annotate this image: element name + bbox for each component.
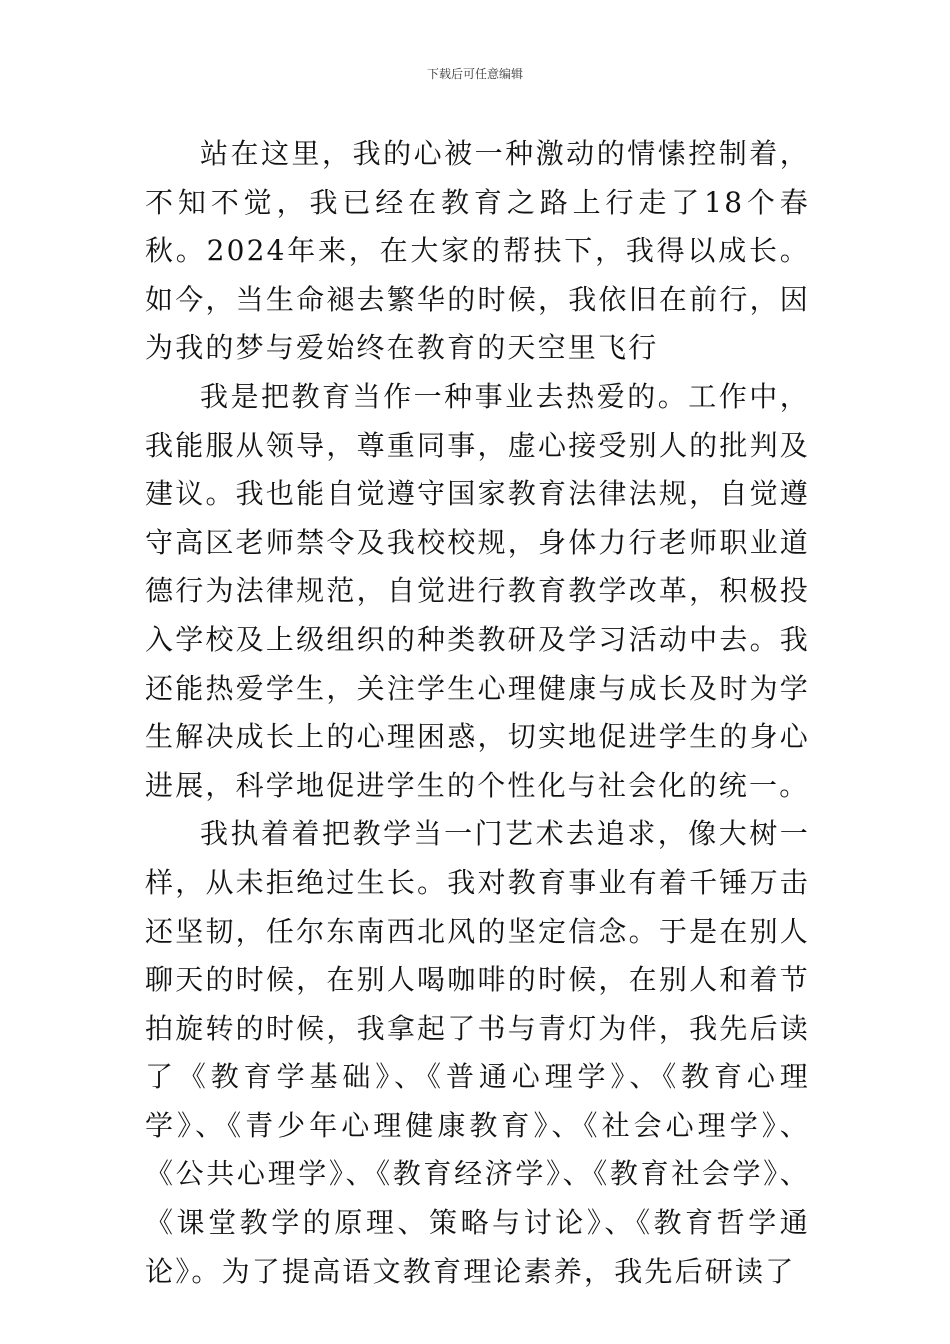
paragraph: 站在这里，我的心被一种激动的情愫控制着，不知不觉，我已经在教育之路上行走了18个春秋。2024年来，在大家的帮扶下，我得以成长。如今，当生命褪去繁华的时候，我依旧在前行，因为我的梦与爱始终在教育的天空里飞行 bbox=[145, 137, 810, 365]
paragraph: 我是把教育当作一种事业去热爱的。工作中，我能服从领导，尊重同事，虚心接受别人的批判及建议。我也能自觉遵守国家教育法律法规，自觉遵守高区老师禁令及我校校规，身体力行老师职业道德行为法律规范，自觉进行教育教学改革，积极投入学校及上级组织的种类教研及学习活动中去。我还能热爱学生，关注学生心理健康与成长及时为学生解决成长上的心理困惑，切实地促进学生的身心进展，科学地促进学生的个性化与社会化的统一。 bbox=[145, 379, 810, 802]
paragraph: 我执着着把教学当一门艺术去追求，像大树一样，从未拒绝过生长。我对教育事业有着千锤万击还坚韧，任尔东南西北风的坚定信念。于是在别人聊天的时候，在别人喝咖啡的时候，在别人和着节拍旋转的时候，我拿起了书与青灯为伴，我先后读了《教育学基础》、《普通心理学》、《教育心理学》、《青少年心理健康教育》、《社会心理学》、《公共心理学》、《教育经济学》、《教育社会学》、《课堂教学的原理、策略与讨论》、《教育哲学通论》。为了提高语文教育理论素养，我先后研读了 bbox=[145, 817, 810, 1288]
page-header: 下载后可任意编辑 bbox=[426, 67, 523, 81]
document-body bbox=[145, 130, 810, 1296]
